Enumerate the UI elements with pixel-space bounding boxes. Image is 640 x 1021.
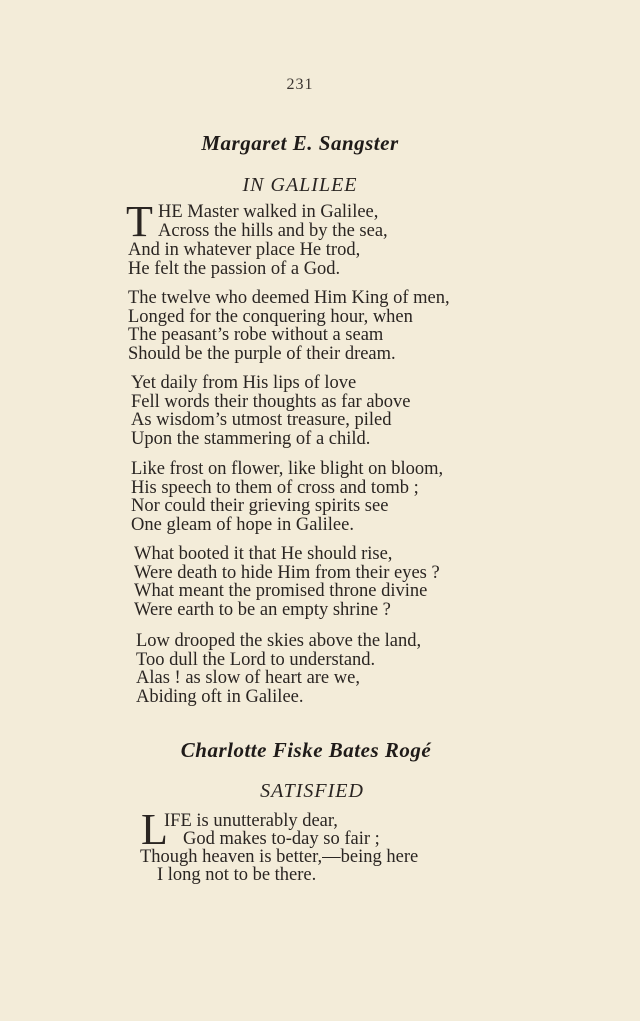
stanza-3 [131,374,411,448]
poem-line: Longed for the conquering hour, when [128,306,413,327]
poem-line: God makes to-day so fair ; [183,829,380,849]
stanza-1-line-1 [158,203,378,222]
poem-line: The peasant’s robe without a seam [128,325,384,345]
poem-line: He felt the passion of a God. [128,258,341,279]
dropcap-2: L [141,805,168,854]
satisfied-line-1 [164,812,338,831]
page-number: 231 [286,76,314,93]
author-heading-2: Charlotte Fiske Bates Rogé [180,738,432,762]
satisfied-line-3 [140,848,418,867]
poem-line: As wisdom’s utmost treasure, piled [131,410,392,430]
poem-title-1: IN GALILEE [242,174,358,196]
poem-line: Fell words their thoughts as far above [131,391,411,412]
poem-line: Abiding oft in Galilee. [136,686,304,707]
poem-line: The twelve who deemed Him King of men, [128,288,450,308]
stanza-2 [128,289,450,363]
poem-line: Upon the stammering of a child. [131,428,371,449]
poem-line: Low drooped the skies above the land, [136,631,422,651]
author-heading-1: Margaret E. Sangster [201,131,399,155]
poem-line: One gleam of hope in Galilee. [131,514,354,535]
stanza-1-rest [128,241,360,278]
dropcap-1: T [126,197,153,246]
poem-line: Should be the purple of their dream. [128,343,396,364]
stanza-1-line-2 [158,222,388,241]
stanza-6 [136,632,421,706]
satisfied-line-2 [183,830,380,849]
poem-line: Alas ! as slow of heart are we, [136,668,360,688]
stanza-4 [131,460,443,534]
poem-title-2: SATISFIED [260,780,364,802]
poem-line: Were earth to be an empty shrine ? [134,599,391,620]
poem-line: And in whatever place He trod, [128,240,361,260]
satisfied-line-4 [157,866,316,885]
poem-line: His speech to them of cross and tomb ; [131,477,419,498]
poem-line: Nor could their grieving spirits see [131,496,389,516]
stanza-5 [134,545,440,619]
poem-line: Across the hills and by the sea, [158,221,388,241]
poem-line: What booted it that He should rise, [134,544,393,564]
poem-line: Too dull the Lord to understand. [136,649,376,670]
poem-line: Yet daily from His lips of love [131,373,357,393]
poem-line: I long not to be there. [157,865,317,885]
poem-line: Though heaven is better,—being here [140,847,419,867]
poem-line: Like frost on flower, like blight on bloom, [131,459,444,479]
poem-line: IFE is unutterably dear, [164,811,338,831]
poem-line: What meant the promised throne divine [134,581,428,601]
poem-line: Were death to hide Him from their eyes ? [134,562,440,583]
poem-line: HE Master walked in Galilee, [158,202,379,222]
